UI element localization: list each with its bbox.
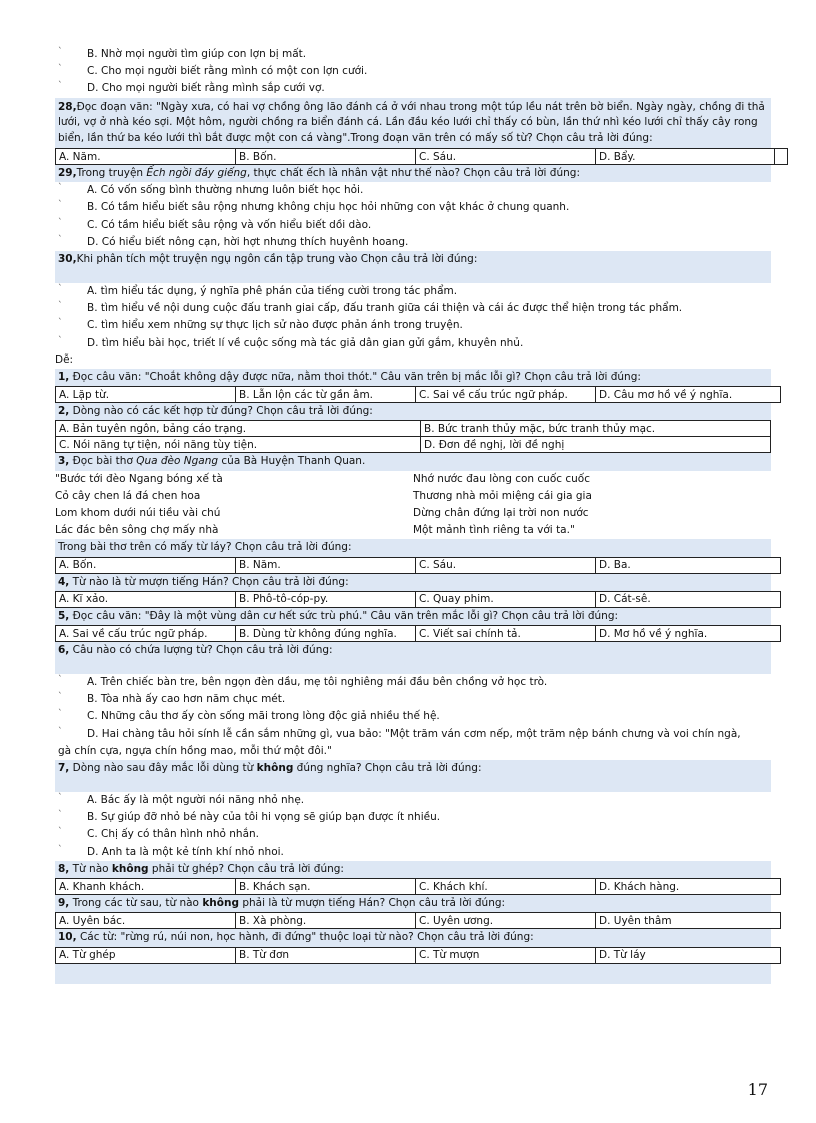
answer-cell[interactable]: D. Từ láy bbox=[596, 947, 781, 963]
answer-cell[interactable]: D. Ba. bbox=[596, 557, 781, 573]
poem-line: Lom khom dưới núi tiều vài chú bbox=[55, 507, 221, 520]
answer-cell[interactable]: A. Kĩ xảo. bbox=[56, 591, 236, 607]
poem-line: Nhớ nước đau lòng con cuốc cuốc bbox=[413, 472, 590, 485]
answer-cell[interactable]: B. Khách sạn. bbox=[236, 879, 416, 895]
answer-cell[interactable]: C. Quay phim. bbox=[416, 591, 596, 607]
question-e8: 8, Từ nào không phải từ ghép? Chọn câu trả lời đúng: bbox=[55, 861, 771, 878]
option-line[interactable]: ` A. Có vốn sống bình thường nhưng luôn biết học hỏi. bbox=[58, 183, 364, 197]
option-line[interactable]: ` A. Trên chiếc bàn tre, bên ngọn đèn dầu, mẹ tôi nghiêng mái đầu bên chồng vở học trò. bbox=[58, 675, 548, 689]
poem-line: Một mảnh tình riêng ta với ta." bbox=[413, 524, 575, 537]
poem-line: Thương nhà mỏi miệng cái gia gia bbox=[413, 489, 592, 502]
answer-cell[interactable]: B. Phô-tô-cóp-py. bbox=[236, 591, 416, 607]
poem-line: Dừng chân đứng lại trời non nước bbox=[413, 507, 589, 520]
question-e3: 3, Đọc bài thơ Qua đèo Ngang của Bà Huyện Thanh Quan. bbox=[55, 453, 771, 470]
option-line[interactable]: ` C. tìm hiểu xem những sự thực lịch sử nào được phản ánh trong truyện. bbox=[58, 318, 463, 332]
question-e4: 4, Từ nào là từ mượn tiếng Hán? Chọn câu trả lời đúng: bbox=[55, 574, 771, 591]
answer-cell[interactable]: D. Đơn đề nghị, lời đề nghị bbox=[421, 437, 771, 453]
section-label: Dễ: bbox=[55, 353, 74, 366]
answer-cell[interactable]: A. Uyên bác. bbox=[56, 913, 236, 929]
option-line[interactable]: ` A. tìm hiểu tác dụng, ý nghĩa phê phán của tiếng cười trong tác phẩm. bbox=[58, 284, 458, 298]
option-line[interactable]: ` D. Có hiểu biết nông cạn, hời hợt nhưng thích huyênh hoang. bbox=[58, 234, 409, 248]
option-line[interactable]: ` D. Hai chàng tâu hỏi sính lễ cần sắm những gì, vua bảo: "Một trăm ván cơm nếp, một trăm nệp bánh chưng và voi chín ngà, bbox=[58, 726, 741, 740]
question-e9: 9, Trong các từ sau, từ nào không phải là từ mượn tiếng Hán? Chọn câu trả lời đúng: bbox=[55, 895, 771, 912]
question-e1: 1, Đọc câu văn: "Choắt không dậy được nữa, nằm thoi thót." Câu văn trên bị mắc lỗi gì? Chọn câu trả lời đúng: bbox=[55, 369, 771, 386]
answer-cell[interactable]: A. Sai về cấu trúc ngữ pháp. bbox=[56, 626, 236, 642]
answer-table-e9 bbox=[55, 912, 781, 929]
answer-cell[interactable]: A. Khanh khách. bbox=[56, 879, 236, 895]
page-number: 17 bbox=[747, 1080, 768, 1099]
answer-cell[interactable]: B. Bốn. bbox=[236, 149, 416, 165]
option-line[interactable]: ` B. Có tầm hiểu biết sâu rộng nhưng không chịu học hỏi những con vật khác ở chung quanh. bbox=[58, 200, 570, 214]
answer-cell[interactable]: A. Bốn. bbox=[56, 557, 236, 573]
answer-cell[interactable]: B. Bức tranh thủy mặc, bức tranh thủy mạc. bbox=[421, 421, 771, 437]
answer-cell[interactable]: B. Năm. bbox=[236, 557, 416, 573]
option-line[interactable]: ` B. Tòa nhà ấy cao hơn năm chục mét. bbox=[58, 692, 286, 706]
answer-table-e10 bbox=[55, 947, 781, 964]
answer-cell[interactable]: C. Uyên ương. bbox=[416, 913, 596, 929]
answer-cell[interactable]: D. Khách hàng. bbox=[596, 879, 781, 895]
answer-cell[interactable]: C. Từ mượn bbox=[416, 947, 596, 963]
option-line[interactable]: ` C. Chị ấy có thân hình nhỏ nhắn. bbox=[58, 827, 259, 841]
answer-table-e5 bbox=[55, 625, 781, 642]
poem bbox=[55, 471, 771, 540]
option-line: ` D. Cho mọi người biết rằng mình sắp cưới vợ. bbox=[58, 81, 325, 95]
answer-cell[interactable]: C. Sáu. bbox=[416, 557, 596, 573]
option-line-continued: gà chín cựa, ngựa chín hồng mao, mỗi thứ một đôi." bbox=[58, 744, 332, 757]
answer-cell[interactable]: B. Lẫn lộn các từ gần âm. bbox=[236, 387, 416, 403]
answer-cell[interactable]: D. Cát-sê. bbox=[596, 591, 781, 607]
answer-table-e2 bbox=[55, 420, 771, 453]
answer-cell[interactable]: C. Sáu. bbox=[416, 149, 596, 165]
trailing-shading bbox=[55, 964, 771, 984]
question-e7: 7, Dòng nào sau đây mắc lỗi dùng từ không đúng nghĩa? Chọn câu trả lời đúng: bbox=[55, 760, 771, 792]
answer-cell[interactable]: B. Dùng từ không đúng nghĩa. bbox=[236, 626, 416, 642]
answer-cell[interactable]: C. Khách khí. bbox=[416, 879, 596, 895]
answer-cell[interactable]: C. Nói năng tự tiện, nói năng tùy tiện. bbox=[56, 437, 421, 453]
question-e2: 2, Dòng nào có các kết hợp từ đúng? Chọn câu trả lời đúng: bbox=[55, 403, 771, 420]
answer-cell[interactable]: A. Năm. bbox=[56, 149, 236, 165]
answer-cell[interactable]: A. Từ ghép bbox=[56, 947, 236, 963]
option-line: ` B. Nhờ mọi người tìm giúp con lợn bị mất. bbox=[58, 47, 307, 60]
answer-table-e4 bbox=[55, 591, 781, 608]
question-e10: 10, Các từ: "rừng rú, núi non, học hành, đi đứng" thuộc loại từ nào? Chọn câu trả lời đúng: bbox=[55, 929, 771, 946]
answer-cell[interactable]: B. Xà phòng. bbox=[236, 913, 416, 929]
option-line[interactable]: ` D. tìm hiểu bài học, triết lí về cuộc sống mà tác giả dân gian gửi gắm, khuyên nhủ. bbox=[58, 335, 524, 349]
answer-cell[interactable]: D. Câu mơ hồ về ý nghĩa. bbox=[596, 387, 781, 403]
option-line[interactable]: ` B. Sự giúp đỡ nhỏ bé này của tôi hi vọng sẽ giúp bạn được ít nhiều. bbox=[58, 810, 441, 824]
option-line[interactable]: ` C. Những câu thơ ấy còn sống mãi trong lòng độc giả nhiều thế hệ. bbox=[58, 709, 440, 723]
answer-cell[interactable]: D. Bẩy. bbox=[596, 149, 775, 165]
poem-line: Cỏ cây chen lá đá chen hoa bbox=[55, 489, 201, 502]
answer-cell[interactable]: A. Lặp từ. bbox=[56, 387, 236, 403]
question-29: 29,Trong truyện Ếch ngồi đáy giếng, thực chất ếch là nhân vật như thế nào? Chọn câu trả lời đúng: bbox=[55, 165, 771, 182]
answer-table-28 bbox=[55, 148, 788, 165]
question-e6: 6, Câu nào có chứa lượng từ? Chọn câu trả lời đúng: bbox=[55, 642, 771, 674]
option-line[interactable]: ` D. Anh ta là một kẻ tính khí nhỏ nhoi. bbox=[58, 844, 284, 858]
answer-cell[interactable]: D. Uyên thâm bbox=[596, 913, 781, 929]
answer-cell-spacer bbox=[775, 149, 788, 165]
answer-cell[interactable]: B. Từ đơn bbox=[236, 947, 416, 963]
answer-table-e3 bbox=[55, 557, 781, 574]
option-line: ` C. Cho mọi người biết rằng mình có một con lợn cưới. bbox=[58, 64, 368, 78]
poem-line: Lác đác bên sông chợ mấy nhà bbox=[55, 524, 219, 537]
question-e5: 5, Đọc câu văn: "Đây là một vùng dân cư hết sức trù phú." Câu văn trên mắc lỗi gì? Chọn câu trả lời đúng: bbox=[55, 608, 771, 625]
answer-cell[interactable]: C. Sai về cấu trúc ngữ pháp. bbox=[416, 387, 596, 403]
option-line[interactable]: ` A. Bác ấy là một người nói năng nhỏ nhẹ. bbox=[58, 793, 305, 807]
worksheet-page bbox=[55, 46, 771, 984]
answer-table-e8 bbox=[55, 878, 781, 895]
answer-cell[interactable]: D. Mơ hồ về ý nghĩa. bbox=[596, 626, 781, 642]
question-e3-prompt: Trong bài thơ trên có mấy từ láy? Chọn câu trả lời đúng: bbox=[55, 539, 771, 556]
answer-cell[interactable]: A. Bản tuyên ngôn, bảng cáo trạng. bbox=[56, 421, 421, 437]
question-28: 28,Đọc đoạn văn: "Ngày xưa, có hai vợ chồng ông lão đánh cá ở với nhau trong một túp lều nát trên bờ biển. Ngày ngày, chồng đi thả lưới, vợ ở nhà kéo sợi. Một hôm, người chồng ra biển đánh cá. Lần đầu kéo lưới chỉ thấy có bùn, lần thứ nhì kéo lưới chỉ thấy cây rong biển, lần thứ ba kéo lưới thì bắt được một con cá vàng".Trong đoạn văn trên có mấy số từ? Chọn câu trả lời đúng: bbox=[55, 98, 771, 148]
answer-table-e1 bbox=[55, 386, 781, 403]
poem-line: "Bước tới đèo Ngang bóng xế tà bbox=[55, 472, 223, 485]
option-line[interactable]: ` C. Có tầm hiểu biết sâu rộng và vốn hiểu biết dồi dào. bbox=[58, 217, 372, 231]
question-30: 30,Khi phân tích một truyện ngụ ngôn cần tập trung vào Chọn câu trả lời đúng: bbox=[55, 251, 771, 283]
answer-cell[interactable]: C. Viết sai chính tả. bbox=[416, 626, 596, 642]
option-line[interactable]: ` B. tìm hiểu về nội dung cuộc đấu tranh giai cấp, đấu tranh giữa cái thiện và cái ác được thể hiện trong tác phẩm. bbox=[58, 301, 683, 315]
